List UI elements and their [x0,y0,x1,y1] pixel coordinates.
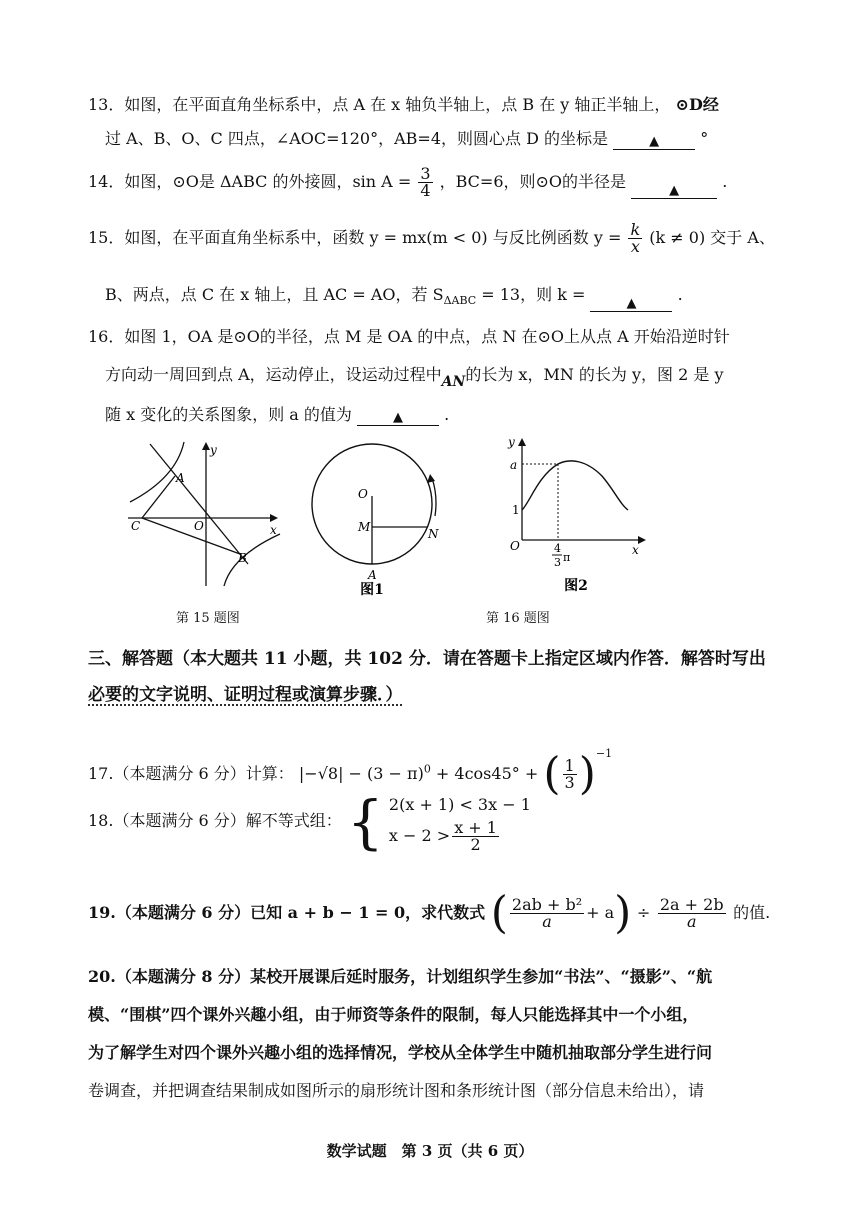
q17-expr-a: |−√8| − (3 − π) [298,764,424,783]
q14-fraction [418,166,432,199]
q13-line2 [105,128,708,150]
q18-inequality-2 [389,820,531,853]
q16-answer-blank[interactable] [357,405,439,426]
q14-answer-blank[interactable] [631,178,717,199]
fig16a-label-o: O [358,487,368,501]
fig16b-x-arrow [638,536,646,544]
figure-16-1 [308,436,468,596]
q16-arc-an: AN [441,374,466,390]
fig16a-label-m: M [358,520,371,534]
triangle-marker: ▲ [669,183,680,198]
q18-label: 18.（本题满分 6 分）解不等式组： [88,811,342,830]
fig16b-label-x: x [632,543,639,557]
fig15-label-b: B [238,551,247,565]
fig16a-arrow-head [427,474,435,483]
fig16-caption: 第 16 题图 [486,611,550,626]
q17-label: 17.（本题满分 6 分）计算： [88,764,294,783]
q17-sup-neg1: −1 [595,747,613,760]
q19-paren-close: ) [614,887,632,939]
q13-answer-blank[interactable] [613,129,695,150]
q19-fraction-2 [658,897,726,930]
q14-text-b: ，BC=6，则⊙O的半径是 [439,172,627,191]
fig15-line-ab [150,444,248,564]
fig16a-motion-arrow [432,478,436,516]
fig16b-label-a: a [510,458,518,472]
q16-line3 [105,404,449,426]
section3-heading-line2: 必要的文字说明、证明过程或演算步骤．） [88,685,403,705]
q16-text3: 随 x 变化的关系图象，则 a 的值为 [105,405,352,424]
q19-frac2-num: 2a + 2b [659,895,724,914]
q19-line [88,888,770,939]
fig16b-label-o: O [510,539,520,553]
q13-line1 [88,94,719,116]
q19-frac2-den: a [686,912,697,931]
q15-frac-num: k [630,220,641,239]
q20-line3: 为了解学生对四个课外兴趣小组的选择情况，学校从全体学生中随机抽取部分学生进行问 [88,1043,713,1062]
q17-frac-num: 1 [564,756,575,775]
q19-divide: ÷ [636,903,651,922]
fig15-label-y: y [210,443,217,457]
triangle-marker: ▲ [393,410,404,425]
q19-plus-a: + a [586,903,615,922]
q19-frac1-num: 2ab + b² [511,895,583,914]
q19-fraction-1 [510,897,584,930]
fig15-x-arrow [270,514,278,522]
q15-subscript: ΔABC [443,294,477,308]
q18-inequality-1: 2(x + 1) < 3x − 1 [388,795,531,814]
fig16b-title: 图2 [564,578,588,594]
figure-16-2 [498,432,658,597]
fig16b-label-y: y [508,435,515,449]
q13-text2: 过 A、B、O、C 四点，∠AOC=120°，AB=4，则圆心点 D 的坐标是 [105,129,609,148]
q14-text-a: 14．如图，⊙O是 ΔABC 的外接圆，sin A = [88,172,412,191]
fig16b-curve [522,461,628,510]
q13-circle-d: ⊙D经 [675,95,719,114]
q17-sup-0: 0 [423,762,431,776]
q16-text2b: 的长为 x，MN 的长为 y，图 2 是 y [465,365,724,384]
q17-paren-open: ( [543,748,561,800]
fig15-hyperbola-lower [224,534,280,586]
figure-15 [120,438,290,588]
q15-text-a: 15．如图，在平面直角坐标系中，函数 y = mx(m < 0) 与反比例函数 y = [88,228,622,247]
fig16b-label-4: 4 [554,542,561,555]
q14-frac-num: 3 [420,164,431,183]
q15-text-b: (k ≠ 0) 交于 A、 [649,228,775,247]
q18-fraction [452,820,499,853]
q20-line2: 模、“围棋”四个课外兴趣小组，由于师资等条件的限制，每人只能选择其中一个小组， [88,1005,699,1024]
fig15-caption: 第 15 题图 [176,611,240,626]
q15-fraction [628,222,642,255]
fig16b-label-3: 3 [554,556,561,569]
q15-line2 [105,284,683,312]
q16-line2 [105,364,724,393]
q19-paren-open: ( [490,887,508,939]
q18-line [88,787,531,856]
q19-end: 的值. [733,903,771,922]
q18-brace: { [346,787,384,856]
q20-line4: 卷调查，并把调查结果制成如图所示的扇形统计图和条形统计图（部分信息未给出），请 [88,1081,705,1100]
q15-text-d: = 13，则 k = [481,285,586,304]
q19-label: 19.（本题满分 6 分）已知 a + b − 1 = 0，求代数式 [88,903,486,922]
q16-end: . [444,405,450,424]
fig15-label-o: O [194,519,204,533]
fig15-y-arrow [202,442,210,450]
q15-answer-blank[interactable] [590,291,672,312]
fig16b-y-arrow [518,438,526,446]
q19-frac1-den: a [542,912,552,931]
q18-system [389,790,531,853]
q16-text2a: 方向动一周回到点 A，运动停止，设运动过程中 [105,365,442,384]
q14-line [88,166,727,199]
q15-frac-den: x [630,237,640,256]
fig16b-label-pi: π [563,551,571,564]
q16-text1: 16．如图 1，OA 是⊙O的半径，点 M 是 OA 的中点，点 N 在⊙O上从点 A 开始沿逆时针 [88,327,730,346]
fig15-label-a: A [176,471,185,485]
q20-line1: 20.（本题满分 8 分）某校开展课后延时服务，计划组织学生参加“书法”、“摄影”、“航 [88,967,713,986]
q16-line1 [88,326,730,348]
q15-text-c: B、两点，点 C 在 x 轴上，且 AC = AO，若 S [105,285,444,304]
q13-text1: 13．如图，在平面直角坐标系中，点 A 在 x 轴负半轴上，点 B 在 y 轴正半轴上， [88,95,671,114]
triangle-marker: ▲ [626,296,637,312]
q18-ineq2-left: x − 2 > [388,826,451,845]
q15-end: . [677,285,683,304]
section3-heading-line1: 三、解答题（本大题共 11 小题，共 102 分．请在答题卡上指定区域内作答．解答时写出 [88,649,766,669]
triangle-marker: ▲ [649,134,660,149]
q17-line [88,734,613,800]
fig16a-title: 图1 [360,582,384,596]
q17-paren-close: ) [578,748,596,800]
q17-fraction [563,758,577,791]
q18-frac-den: 2 [470,835,481,854]
fig16b-label-1: 1 [512,503,520,517]
fig16a-label-n: N [428,527,439,541]
fig15-label-x: x [270,523,277,537]
q14-frac-den: 4 [420,181,431,200]
fig15-label-c: C [131,519,141,533]
page-footer: 数学试题 第 3 页（共 6 页） [326,1142,534,1160]
q13-end: ° [700,129,709,148]
q14-end: . [722,172,728,191]
fig16a-label-a: A [368,568,377,582]
q17-frac-den: 3 [564,773,575,792]
q15-line1 [88,222,775,255]
q17-expr-b: + 4cos45° + [435,764,539,783]
q18-frac-num: x + 1 [454,818,497,837]
